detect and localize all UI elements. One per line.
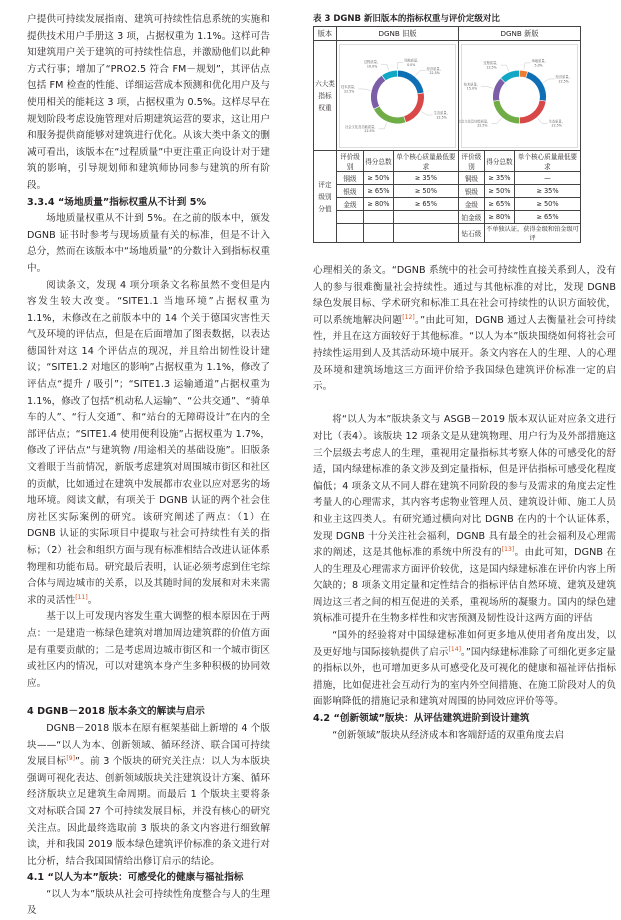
cell: 铜级 [458,172,484,185]
cell: 钻石级 [458,224,484,243]
donut-segment-2 [404,92,425,122]
row-label-line: 级别 [318,192,332,201]
slice-value-label: 12.5% [486,64,497,69]
cell: 金级 [337,198,364,211]
leader-line [416,70,426,75]
cell [393,211,458,224]
slice-label: 生态质量， [433,110,450,115]
slice-label: 过程质量， [363,59,381,64]
new-donut-cell [458,41,580,151]
cell: ≥ 65% [364,185,394,198]
slice-value-label: 22.5% [364,128,375,133]
heading-4-1: 4.1 “以人为本”版块：可感受化的健康与福祉指标 [27,872,244,884]
citation-ref[interactable]: [13] [501,546,515,554]
paragraph-section-4 [27,721,270,870]
cell: ≥ 80% [484,211,514,224]
paragraph-4-2: “创新领域”版块从经济成本和客端舒适的双重角度去启 [332,729,565,741]
cell [337,224,364,243]
leader-line [397,62,403,69]
cell: ≥ 50% [484,185,514,198]
table-row [314,172,581,185]
weights-row [314,41,581,151]
heading-section-4: 4 DGNB－2018 版本条文的解读与启示 [27,706,205,718]
cell [364,224,394,243]
leader-line [501,65,509,71]
cell: ≥ 65% [514,211,580,224]
table-row [314,198,581,211]
cell [393,224,458,243]
cell: ≥ 50% [393,185,458,198]
slice-label: 场地质量， [531,58,548,63]
paragraph-text: 心理相关的条文。“DGNB 系统中的社会可持续性直接关系到人，没有人的参与很难衡量社会持续性。通过与其他标准的对比，发现 DGNB 绿色发展目标、学术研究和标准工具在社会可持续性的认识方面较优，可以系统地解决问题 [313,265,616,326]
row-label-line: 评定 [318,180,332,189]
cell: — [514,172,580,185]
slice-label: 经济质量， [555,74,572,79]
donut-chart-new [457,45,577,149]
donut-segment-4 [371,75,386,109]
row-label-line: 六大类 [315,79,335,88]
cell: ≥ 50% [514,198,580,211]
cell: ≥ 50% [364,172,394,185]
donut-segment-1 [526,71,547,101]
cell: 银级 [337,185,364,198]
slice-value-label: 22.5% [558,78,569,83]
paragraph-4-1: “以人为本”版块从社会可持续性角度整合与人的生理及 [27,888,270,917]
donut-segment-4 [493,78,506,101]
slice-label: 社会文化及功能质量， [457,118,491,123]
slice-label: 场地质量， [404,58,421,63]
donut-segment-3 [493,100,520,124]
citation-ref[interactable]: [11] [75,593,88,601]
slice-label: 生态质量， [548,118,565,123]
cell [364,211,394,224]
cell: ≥ 35% [514,185,580,198]
right-column [313,263,616,744]
leader-line [524,62,531,69]
row-label-line: 分值 [318,204,332,213]
donut-chart-old [340,45,455,149]
cell: ≥ 35% [484,172,514,185]
new-grade-header: 评价级别 [458,151,484,172]
comparison-table [313,26,581,243]
slice-value-label: 22.5% [551,123,562,128]
paragraph-inspiration [313,628,616,711]
donut-segment-3 [374,106,406,124]
paragraph-comparison [313,412,616,628]
donut-segment-2 [519,100,546,124]
slice-value-label: 22.5% [477,123,488,128]
slice-value-label: 22.5% [429,70,440,75]
cell: ≥ 65% [484,198,514,211]
paragraph-text: 。 [87,594,98,606]
leader-line [358,88,370,90]
old-score-header: 得分总数 [364,151,394,172]
table-header-row [314,27,581,41]
slice-label: 社会文化及功能质量， [345,124,378,129]
slice-label: 技术质量， [463,81,480,86]
donut-segment-5 [501,70,520,83]
old-grade-header: 评价级别 [337,151,364,172]
heading-4-2: 4.2 “创新领域”版块：从评估建筑进阶到设计建筑 [313,713,530,725]
new-min-header: 单个核心质量最低要求 [514,151,580,172]
paragraph-text: ”。前 3 个版块的研究关注点：以人为本版块强调可视化表达、创新领域版块关注建筑设计方案、循环经济版块立足建筑生命周期。而最后 1 个版块主要将条文对标联合国 27 个可持续发展目标，并没有核心的研究关注点。因此最终选取前 3 版块的条文内容进行细致解读，并和我国 2019 版本绿色建筑评价标准的条文进行对比分析，结合我国国情给出修订启示的结论。 [27,756,270,867]
slice-label: 经济质量， [426,66,443,71]
paragraph-text: 。由此可知，DGNB 在人的生理及心理需求方面评价较优，这是国内绿建标准在评价内容上所欠缺的；8 项条文用定量和定性结合的指标评估自然环境、建筑及建筑周边这三者之间的相互促进的关系，重视场所的凝聚力。国内的绿色建筑标准可提升在生物多样性和灾害预测及韧性设计这两方面的评估 [313,547,616,625]
citation-ref[interactable]: [9] [66,755,76,763]
leader-line [379,122,387,128]
slice-label: 技术质量， [340,84,358,89]
paragraph-social-sustainability [313,263,616,396]
leader-line [481,86,493,88]
old-donut-cell [337,41,459,151]
header-old-version: DGNB 旧版 [337,27,459,41]
slice-value-label: 5.0% [534,62,543,67]
paragraph-text: 。”由此可知，DGNB 通过人去衡量社会可持续性，并且在这方面较好于其他标准。“以人为本”版块围绕如何将社会可持续性运用到人及其活动环境中展开。条文内容在人的生理、人的心理及环境和建筑场地这三方面评价给予我国绿色建筑评价标准一定的启示。 [313,314,616,393]
slice-value-label: 0.0% [407,62,416,67]
leader-line [381,64,389,70]
old-min-header: 单个核心质量最低要求 [393,151,458,172]
slice-value-label: 22.5% [344,88,355,93]
citation-ref[interactable]: [12] [402,313,415,321]
table-row [314,211,581,224]
paragraph-site-quality-3: 基于以上可发现内容发生重大调整的根本原因在于两点：一是建造一栋绿色建筑对增加周边建筑群的价值方面是有重要贡献的；二是考虑周边城市街区和一个城市街区或社区内的情况，可以对建筑本身产生多种积极的协同效应。 [27,611,270,689]
leader-line [491,118,501,123]
row-label-grades [314,151,337,243]
header-version: 版本 [314,27,337,41]
paragraph-text: 阅读条文，发现 4 项分项条文名称虽然不变但是内容发生较大改变。“SITE1.1 当地环境”占据权重为 1.1%，未修改在之前版本中的 14 个关于德国灾害性天气及环境的评估点，但是在后面增加了图表数据，以表达德国针对这 14 个评估点的现况，并且给出韧性设计建议；“SITE1.2 对地区的影响”占据权重为 1.1%，修改了评估点“提升 / 吸引”；“SITE1.3 运输通道”占据权重为 1.1%，修改了包括“机动私人运输”、“公共交通”、“骑单车的人”、“行人交通”、和“站台的无障碍设计”在内的全部评估点；“SITE1.4 使用便利设施”占据权重为 1.7%，修改了评估点“与建筑物 /用途相关的基础设施”。旧版条文着眼于当前情况，新版考虑建筑对周围城市街区和社区的贡献，比如通过在建筑中发展都市农业以应对恶劣的场地环境。阅读文献，有项关于 DGNB 认证的两个社会住房社区实际案例的研究。该研究阐述了两点：（1）在 DGNB 认证的实际项目中提取与社会可持续性有关的指标；（2）社会和组织方面与现有标准相结合改进认证体系物理和功能布局。研究最后表明，认证必须考虑到住宅综合体与周边城市的关系，以及其随时间的发展和对未来需求的灵活性 [27,279,270,606]
row-label-line: 指标 [318,91,332,100]
paragraph-site-quality-2 [27,278,270,610]
paragraph-site-quality-1: 场地质量权重从不计到 5%。在之前的版本中，颁发 DGNB 证书时参考与现场质量有关的标准，但是不计入总分，然而在该版本中“场地质量”的分数计入到指标权重中。 [27,213,270,274]
new-score-header: 得分总数 [484,151,514,172]
leader-line [421,111,432,115]
row-label-weights [314,41,337,151]
leader-line [538,118,548,123]
citation-ref[interactable]: [14] [448,645,461,653]
table-row [314,224,581,243]
header-new-version: DGNB 新版 [458,27,580,41]
cell: 金级 [458,198,484,211]
leader-line [543,78,554,82]
slice-label: 过程质量， [483,60,500,65]
row-label-line: 权重 [318,103,332,112]
cell [337,211,364,224]
paragraph-text: 将“以人为本”版块条文与 ASGB－2019 版本双认证对应条文进行对比（表4）。该版块 12 项条文是从建筑物理、用户行为及外部措施这三个层级去考虑人的生理，重视用定量指标其考察人体的可感受化的舒适，国内绿建标准的条文涉及到定量指标，但是评估指标可感受化程度偏低；4 项条文从不同人群在建筑不同阶段的参与及需求的角度去定性考量人的心理需求，其内容考虑物业管理人员、建筑设计师、施工人员和业主这四类人。有研究通过横向对比 DGNB 在内的十个认证体系，发现 DGNB 十分关注社会福利，DGNB 具有最全的社会福利及心理需求的阐述，这是其他标准的系统中所没有的 [313,414,616,559]
cell: 银级 [458,185,484,198]
grade-header-row [314,151,581,172]
paragraph-text: “国外的经验将对中国绿建标准如何更多地从使用者角度出发，以及更好地与国际接轨提供了启示 [313,630,616,658]
heading-3-3-4: 3.3.4 “场地质量”指标权重从不计到 5% [27,196,207,208]
cell: ≥ 65% [393,198,458,211]
table-title: 表 3 DGNB 新旧版本的指标权重与评价定级对比 [313,14,500,24]
paragraph-text: 。”国内绿建标准除了可细化更多定量的指标以外，也可增加更多从可感受化及可视化的健康和福祉评估指标措施，比如促进社会互动行为的室内外空间措施、在施工阶段对人的负面影响降低的措施记录和建筑对周围的协同效应评价等等。 [313,646,616,708]
left-column [27,12,270,920]
cell: ≥ 35% [393,172,458,185]
cell: 不单独认证，获得金级和铂金级可评 [484,224,580,243]
table-row [314,185,581,198]
cell: 铂金级 [458,211,484,224]
cell: 铜级 [337,172,364,185]
slice-value-label: 15.0% [466,86,478,91]
donut-segment-1 [397,70,423,94]
paragraph-process-quality: 户提供可持续发展指南、建筑可持续性信息系统的实施和提供技术用户手册这 3 项，占据权重为 1.1%。这样可告知建筑用户关于建筑的可持续性信息，并激励他们以此种方式行事；增加了“PRO2.5 符合 FM－规划”，其评估点包括 FM 检查的性能、详细运营成本预测和优化用户及与使用相关的能耗这 3 项，占据权重为 0.5%。这样尽早在规划阶段考虑设施管理对后期建筑运营的要求，这让用户和服务提供商能够对建筑进行优化。从该大类中条文的删减可看出，该版本在“过程质量”中更注重正向设计对于建筑的影响，引导规划师和建筑师协同参与建筑的所有阶段。 [27,14,270,191]
slice-value-label: 10.0% [366,64,378,69]
cell: ≥ 80% [364,198,394,211]
slice-value-label: 22.5% [436,114,447,119]
paragraph-text: DGNB－2018 版本在原有框架基础上新增的 4 个版块——“以人为本、创新领域、循环经济、联合国可持续发展目标 [27,722,270,768]
